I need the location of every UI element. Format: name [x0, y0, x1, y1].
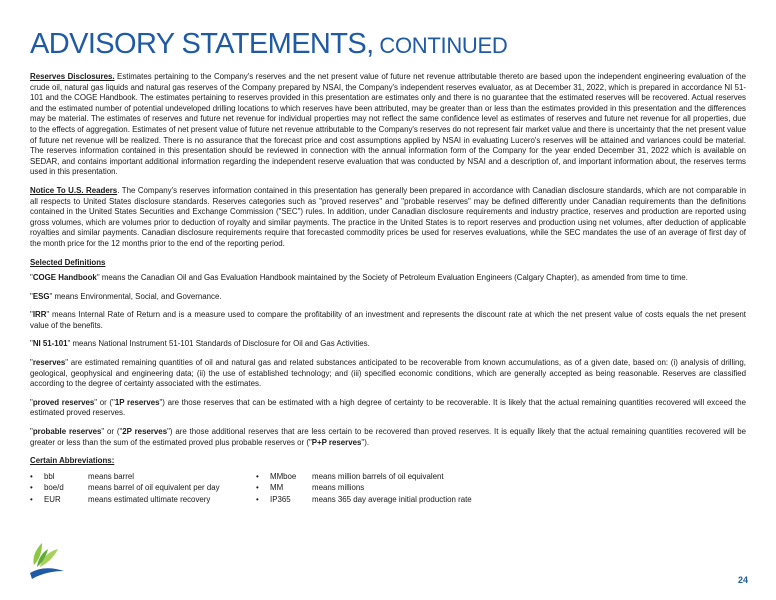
reserves-disclosure-paragraph: [30, 72, 746, 178]
term-probable-reserves: probable reserves: [32, 427, 102, 437]
reserves-disclosure-lead: Reserves Disclosures.: [30, 72, 115, 81]
definition-coge-text: " means the Canadian Oil and Gas Evaluation Handbook maintained by the Society of Petroleum Evaluation Engineers (Calgary Chapter), as amended from time to time.: [96, 273, 688, 283]
bullet-icon: •: [30, 471, 33, 481]
list-item: [256, 495, 472, 506]
bullet-icon: •: [256, 483, 259, 493]
advisory-content: [30, 72, 746, 507]
term-coge: COGE Handbook: [32, 273, 97, 283]
page-number: 24: [737, 575, 748, 585]
abbreviations-list: [30, 472, 746, 507]
definition-esg: [30, 292, 746, 303]
bullet-icon: •: [30, 483, 33, 493]
abbreviation-key: boe/d: [44, 483, 64, 493]
reserves-disclosure-text: Estimates pertaining to the Company's reserves and the net present value of future net revenue attributable thereto are based upon the independent engineering evaluation of the crude oil, natural gas liquids and natural gas reserves of the Company prepared by NSAI, the Company's independent reserves evaluator, as at December 31, 2022, which is prepared in accordance NI 51-101 and the COGE Handbook. The estimates pertaining to reserves provided in this presentation are estimates only and there is no guarantee that the estimated reserves will be recovered. Actual reserves and the estimated number of potential undeveloped drilling locations to which reserves have been attributed, may be greater than or less than the estimates provided in this presentation and the differences may be material. The estimates of reserves and future net revenue for individual properties may not reflect the same confidence level as estimates of reserves and future net revenue for all properties, due to the effects of aggregation. Estimates of net present value of future net revenue attributable to the Company's reserves do not represent fair market value and there is uncertainty that the net present value of future net revenue will be realized. There is no assurance that the forecast price and cost assumptions applied by NSAI in evaluating Lucero's reserves will be attained and variances could be material. The reserves information contained in this presentation should be reviewed in connection with the annual information form of the Company for the year ended December 31, 2022 which is available on SEDAR, and contains important additional information regarding the independent reserve evaluation that was conducted by NSAI and a description of, and important information about, the reserves terms used in this presentation.: [30, 72, 746, 177]
abbreviation-key: MMboe: [270, 471, 297, 481]
quote-mark: ": [30, 427, 33, 437]
abbreviation-value: means barrel of oil equivalent per day: [88, 483, 220, 493]
term-1p-reserves: 1P reserves: [114, 397, 160, 407]
abbreviations-right-column: [256, 472, 472, 507]
abbreviation-value: means million barrels of oil equivalent: [312, 471, 444, 481]
definitions-heading: Selected Definitions: [30, 257, 106, 267]
quote-mark: ": [30, 291, 33, 301]
abbreviations-left-column: [30, 472, 256, 507]
title-continued: CONTINUED: [373, 33, 508, 58]
definition-probable-text: ") are those additional reserves that are less certain to be recovered than proved reserves. It is equally likely that the actual remaining quantities recovered will be greater or less than the sum of the estimated proved plus probable reserves or (": [30, 427, 746, 447]
definition-connector: " or (": [94, 397, 115, 407]
list-item: [30, 483, 256, 494]
quote-mark: ": [30, 310, 33, 320]
logo-swoosh: [30, 568, 64, 579]
quote-mark: ": [30, 397, 33, 407]
term-irr: IRR: [32, 310, 47, 320]
title-main: ADVISORY STATEMENTS,: [30, 28, 374, 60]
quote-mark: ": [30, 273, 33, 283]
abbreviations-heading: Certain Abbreviations:: [30, 456, 115, 466]
list-item: [256, 483, 472, 494]
definition-irr-text: " means Internal Rate of Return and is a measure used to compare the profitability of an investment and represents the discount rate at which the net present value of costs equals the net present value of the benefits.: [30, 310, 746, 330]
term-proved-reserves: proved reserves: [32, 397, 95, 407]
term-reserves: reserves: [32, 358, 66, 368]
definition-connector: " or (": [101, 427, 123, 437]
definition-irr: [30, 310, 746, 331]
definition-ni-text: " means National Instrument 51-101 Standards of Disclosure for Oil and Gas Activities.: [67, 339, 370, 349]
us-readers-paragraph: [30, 186, 746, 250]
definition-proved-reserves: [30, 398, 746, 419]
definition-probable-reserves: [30, 427, 746, 448]
quote-mark: ": [30, 339, 33, 349]
abbreviation-value: means 365 day average initial production rate: [312, 495, 472, 504]
abbreviation-key: bbl: [44, 471, 55, 481]
abbreviation-key: MM: [270, 483, 284, 493]
definition-coge: [30, 273, 746, 284]
page-title: [30, 30, 507, 59]
definition-reserves: [30, 358, 746, 390]
list-item: [30, 495, 256, 506]
us-readers-text: . The Company's reserves information contained in this presentation has generally been prepared in accordance with Canadian disclosure standards, which are not comparable in all respects to United States disclosure standards. Reserves categories such as "proved reserves" and "probable reserves" may be defined differently under Canadian requirements than the definitions contained in the United States Securities and Exchange Commission ("SEC") rules. In addition, under Canadian disclosure requirements and industry practice, reserves and production are reported using gross volumes, which are volumes prior to deduction of royalty and similar payments. The practice in the United States is to report reserves and production using net volumes, after deduction of applicable royalties and similar payments. Canadian disclosure requirements require that forecasted commodity prices be used for reserves evaluations, while the SEC mandates the use of an average of first day of the month price for the 12 months prior to the end of the reporting period.: [30, 185, 746, 248]
bullet-icon: •: [256, 471, 259, 481]
list-item: [30, 472, 256, 483]
definition-reserves-text: " are estimated remaining quantities of oil and natural gas and related substances anticipated to be recoverable from known accumulations, as of a given date, based on: (i) analysis of drilling, geological, geophysical and engineering data; (ii) the use of established technology; and (iii) specified economic conditions, which are generally accepted as being reasonable. Reserves are classified according to the degree of certainty associated with the estimates.: [30, 358, 746, 389]
abbreviation-value: means millions: [312, 483, 365, 493]
list-item: [256, 472, 472, 483]
abbreviation-key: EUR: [44, 495, 61, 504]
definition-esg-text: " means Environmental, Social, and Governance.: [49, 291, 222, 301]
quote-mark: ": [30, 358, 33, 368]
bullet-icon: •: [256, 495, 259, 504]
bullet-icon: •: [30, 495, 33, 504]
lucero-leaf-logo-icon: [28, 537, 66, 581]
abbreviation-key: IP365: [270, 495, 291, 504]
term-pp-reserves: P+P reserves: [311, 437, 362, 447]
term-2p-reserves: 2P reserves: [122, 427, 168, 437]
term-esg: ESG: [32, 291, 50, 301]
definition-proved-text: ") are those reserves that can be estimated with a high degree of certainty to be recoverable. It is likely that the actual remaining quantities recovered will exceed the estimated proved reserves.: [30, 397, 746, 418]
us-readers-lead: Notice To U.S. Readers: [30, 185, 118, 195]
term-ni: NI 51-101: [32, 339, 68, 349]
definition-probable-end: ").: [361, 437, 370, 447]
definition-ni: [30, 339, 746, 350]
abbreviation-value: means estimated ultimate recovery: [88, 495, 211, 504]
abbreviation-value: means barrel: [88, 471, 135, 481]
